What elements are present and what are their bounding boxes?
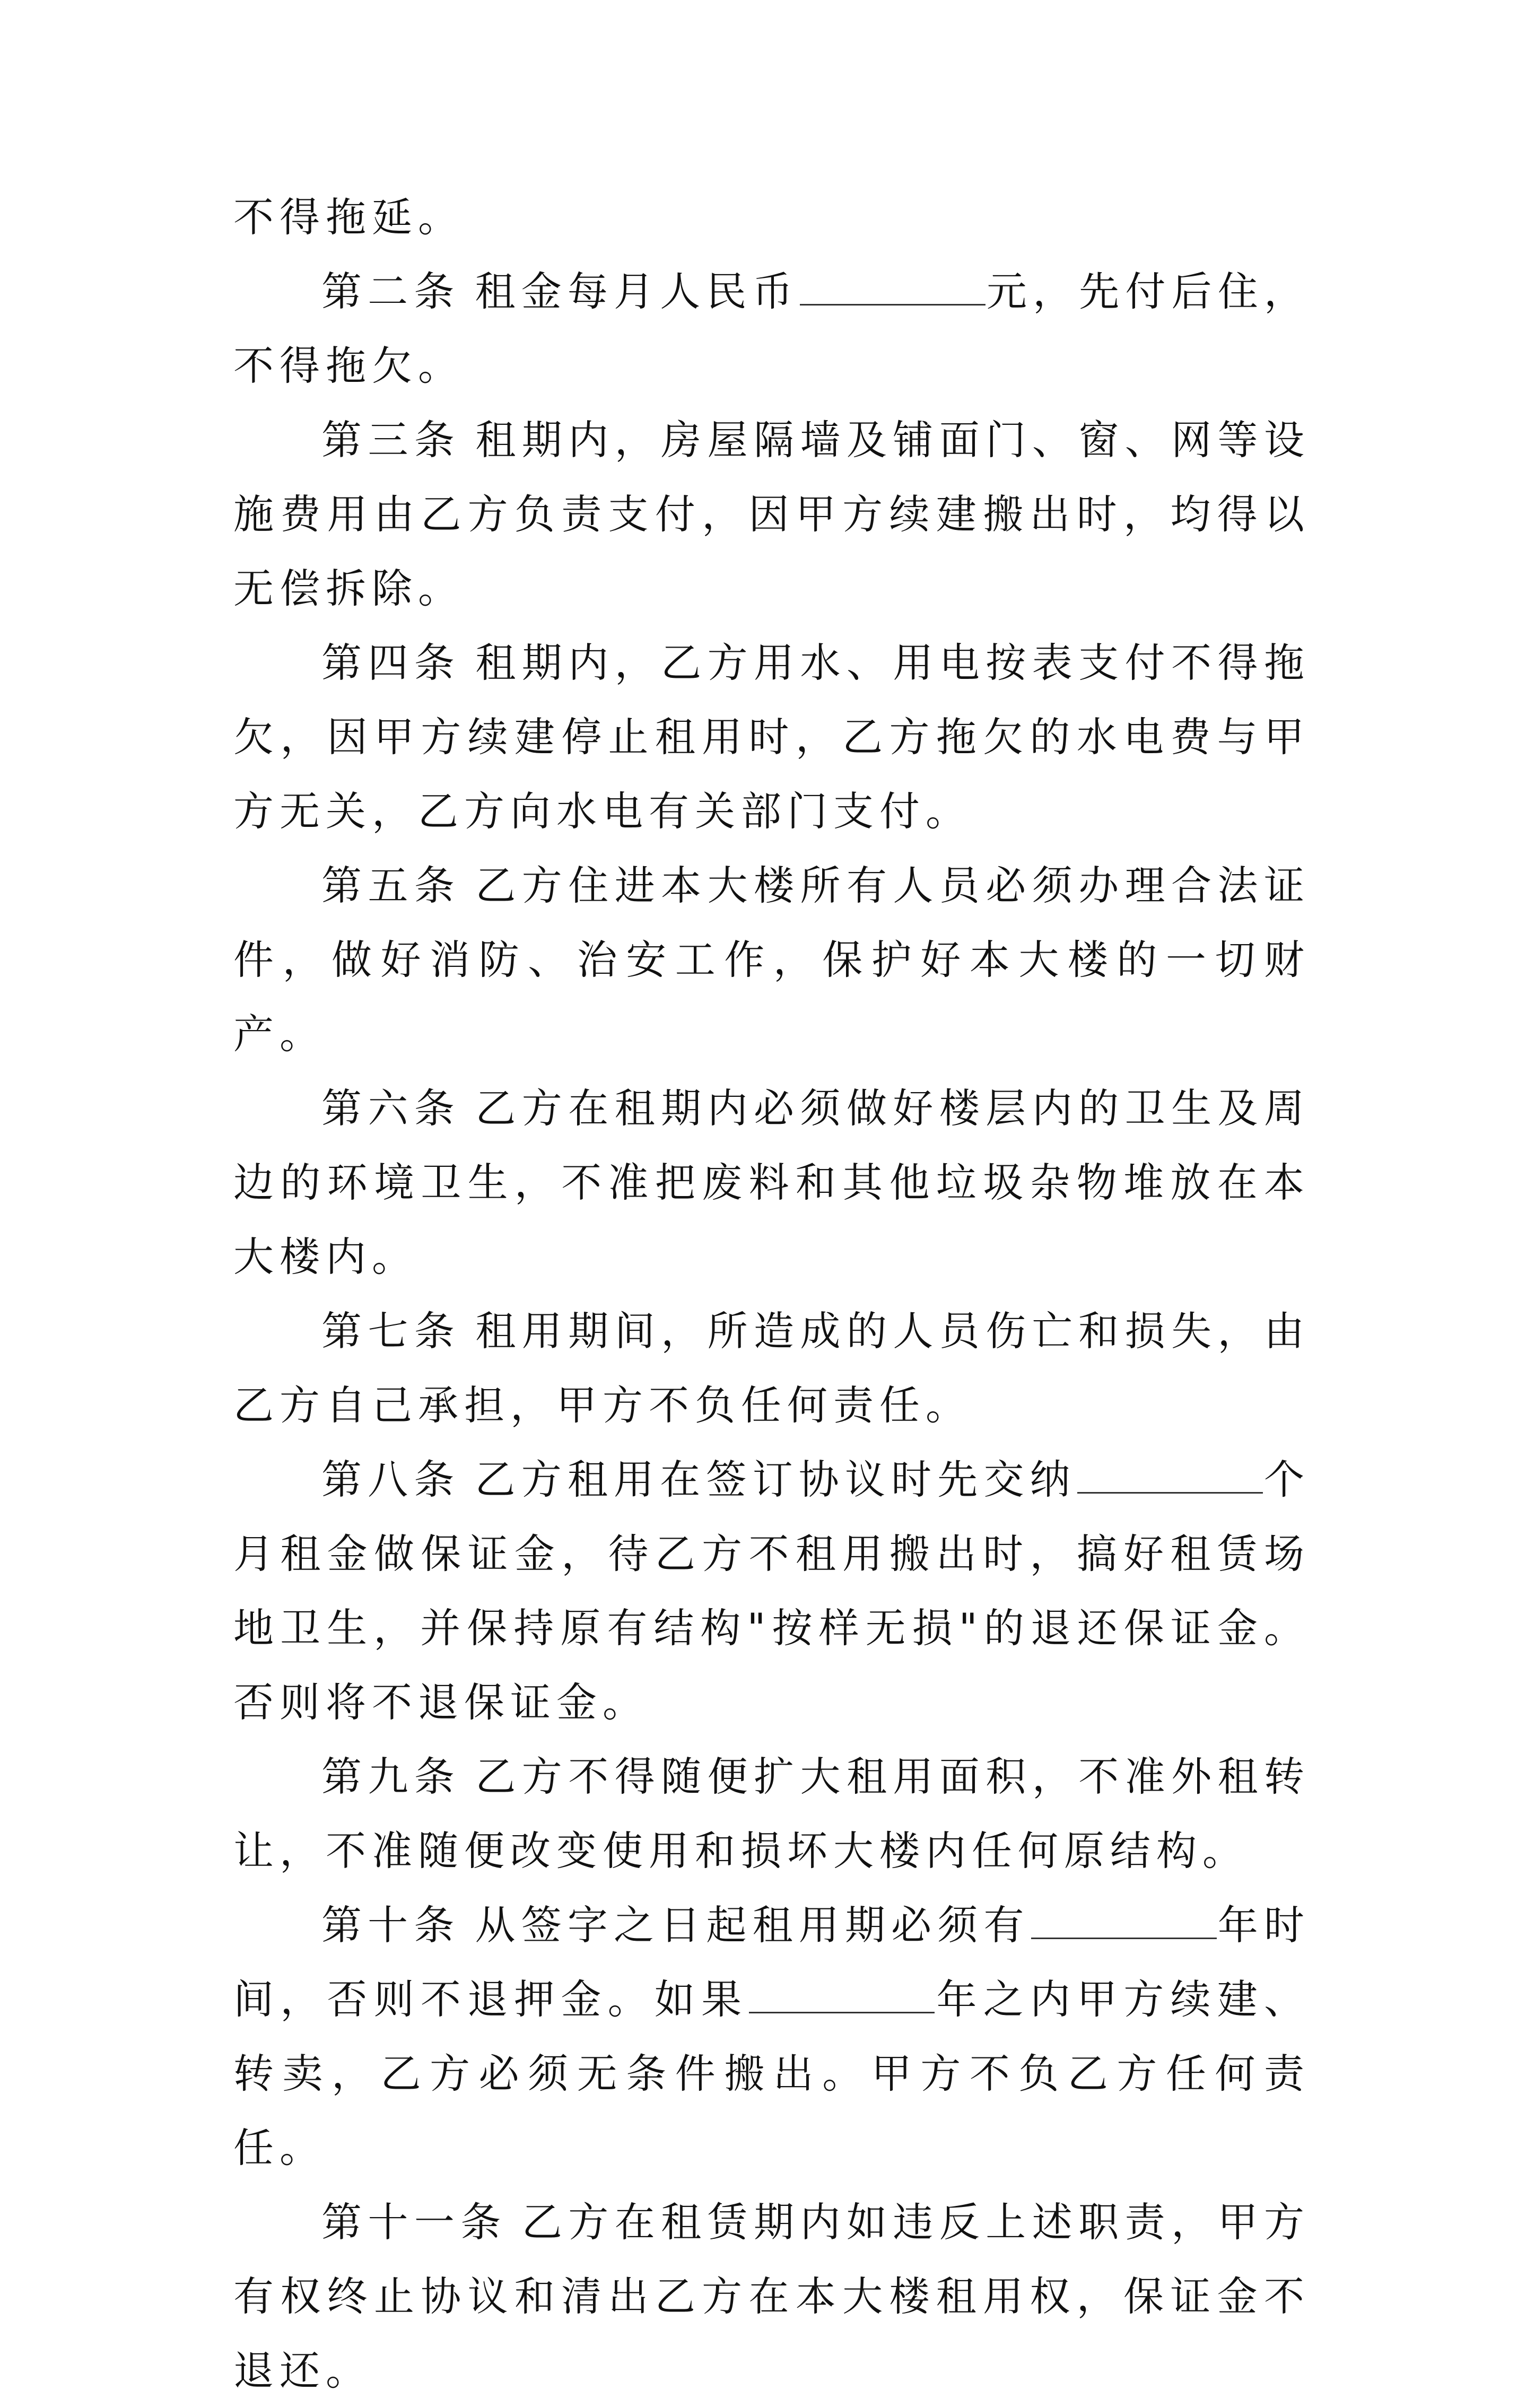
article-text: 元，先付后住，不得拖欠。 — [233, 268, 1311, 389]
article-text: 乙方住进本大楼所有人员必须办理合法证件，做好消防、治安工作，保护好本大楼的一切财产。 — [233, 862, 1311, 1058]
lead-paragraph — [233, 180, 1310, 255]
article-text: 租金每月人民币 — [475, 268, 799, 315]
article-number: 第五条 — [321, 862, 461, 909]
article-text: 年时间，否则不退押金。如果 — [233, 1901, 1311, 2023]
article-text: 租期内，乙方用水、用电按表支付不得拖欠，因甲方续建停止租用时，乙方拖欠的水电费与甲方无关，乙方向水电有关部门支付。 — [233, 639, 1311, 835]
article-text: 乙方在租期内必须做好楼层内的卫生及周边的环境卫生，不准把废料和其他垃圾杂物堆放在本大楼内。 — [233, 1085, 1311, 1280]
article-7 — [233, 1294, 1310, 1443]
article-text: 租期内，房屋隔墙及铺面门、窗、网等设施费用由乙方负责支付，因甲方续建搬出时，均得以无偿拆除。 — [233, 416, 1311, 612]
article-number: 第三条 — [321, 416, 461, 464]
article-9 — [233, 1740, 1310, 1888]
article-number: 第四条 — [321, 639, 461, 686]
article-text: 乙方租用在签订协议时先交纳 — [475, 1456, 1076, 1503]
article-3 — [233, 403, 1310, 626]
article-2 — [233, 255, 1310, 403]
article-10 — [233, 1888, 1310, 2185]
article-text: 年之内甲方续建、转卖，乙方必须无条件搬出。甲方不负乙方任何责任。 — [233, 1976, 1311, 2171]
article-number: 第二条 — [321, 268, 460, 315]
article-text: 乙方不得随便扩大租用面积，不准外租转让，不准随便改变使用和损坏大楼内任何原结构。 — [233, 1753, 1311, 1874]
document-body — [233, 180, 1310, 2408]
fill-in-blank[interactable] — [1077, 1491, 1263, 1494]
article-text: 租用期间，所造成的人员伤亡和损失，由乙方自己承担，甲方不负任何责任。 — [233, 1307, 1311, 1429]
article-11 — [233, 2185, 1310, 2408]
article-number: 第七条 — [321, 1307, 461, 1355]
article-4 — [233, 626, 1310, 849]
fill-in-blank[interactable] — [749, 2011, 935, 2013]
article-number: 第九条 — [321, 1753, 461, 1800]
article-text: 乙方在租赁期内如违反上述职责，甲方有权终止协议和清出乙方在本大楼租用权，保证金不退还。 — [233, 2198, 1311, 2394]
fill-in-blank[interactable] — [1031, 1937, 1217, 1939]
article-6 — [233, 1071, 1310, 1294]
article-number: 第十条 — [321, 1901, 460, 1949]
article-number: 第六条 — [321, 1085, 461, 1132]
article-text: 个月租金做保证金，待乙方不租用搬出时，搞好租赁场地卫生，并保持原有结构"按样无损"的退还保证金。否则将不退保证金。 — [233, 1456, 1311, 1726]
article-5 — [233, 849, 1310, 1071]
article-8 — [233, 1443, 1310, 1740]
article-number: 第十一条 — [321, 2198, 507, 2246]
lead-text: 不得拖延。 — [233, 194, 464, 241]
fill-in-blank[interactable] — [800, 303, 985, 306]
article-number: 第八条 — [321, 1456, 460, 1503]
article-text: 从签字之日起租用期必须有 — [475, 1901, 1030, 1949]
